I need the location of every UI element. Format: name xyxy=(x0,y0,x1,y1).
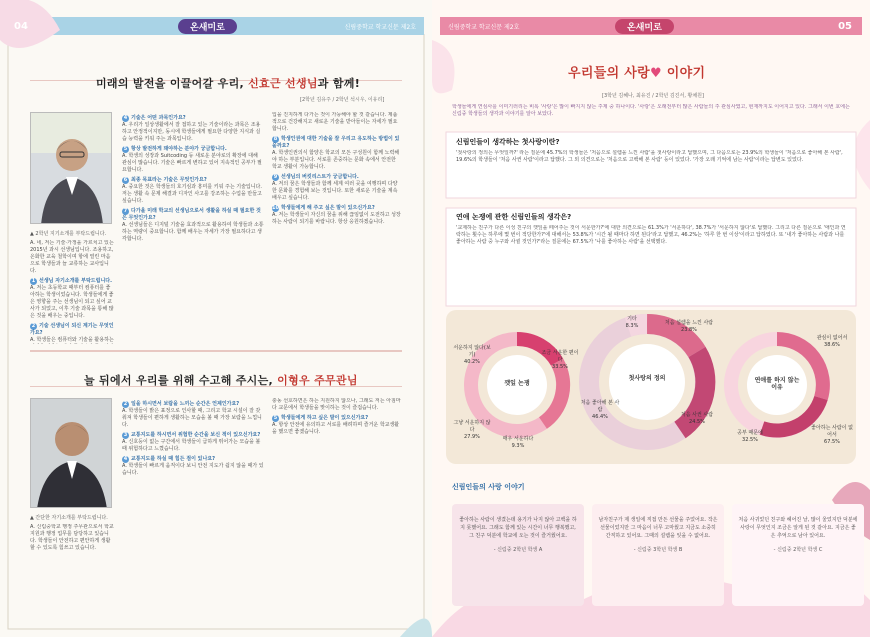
person-photo-icon xyxy=(31,399,112,508)
question-heading xyxy=(122,432,264,439)
question-text: 일을 하시면서 보람을 느끼는 순간은 언제인가요? xyxy=(131,401,240,407)
answer-text: A. 학생들이 빠르게 움직이다 보니 안전 지도가 쉽지 않을 때가 있습니다. xyxy=(122,463,264,476)
chart-mid-label xyxy=(617,316,647,330)
question-number: 9 xyxy=(273,174,278,180)
question2-body: '교제하는 친구가 다른 이성 친구의 깻잎을 떼어주는 것이 서운한가?'에 대한 의견으로는 61.3%가 '서운하다', 38.7%가 '서운하지 않다'로 답했다. 그리고 다른 질문으로 '애인과 연락하는 횟수는 하루에 몇 번이 적당한가?'에 대해서는 53.8%가 '시간 될 때마다 하면 된다'라고 답했고, 46.2%는 '하루 한 번 이상'이라고 답하였다. 또 '내가 좋아하는 사람과 나를 좋아하는 사람 중 누구와 사귈 것인가?'라는 질문에는 67.5%가 '나를 좋아하는 사람'을 선택했다. xyxy=(456,225,846,245)
staff-photo xyxy=(30,398,112,508)
chart-label-pct: 24.5% xyxy=(689,419,705,425)
question-heading xyxy=(122,401,264,408)
headline-part: 이야기 xyxy=(661,66,706,81)
chart-mid-center: 첫사랑의 정의 xyxy=(628,375,666,382)
article2-headline xyxy=(84,372,358,388)
answer-text: A. 네, 저는 기술·가정을 가르치고 있는 2015년 과시 선생님입니다. 조용하고, 온화한 교육 철학이며 항에 열린 마음으로 학생들과 늘 교류하는 교사입니다. xyxy=(30,240,114,274)
chart-left-label xyxy=(498,436,538,450)
article1-column-3 xyxy=(272,112,402,344)
answer-text: A. 학생들이 밝은 표정으로 인사할 때, 그리고 학교 시설이 잘 갖춰져 학생들이 편하게 생활하는 모습을 볼 때 가장 보람을 느낍니다. xyxy=(122,408,262,428)
question-text: 다가올 미래 학교의 선생님으로서 생활을 하실 때 필요한 것은 무엇인가요? xyxy=(122,208,261,221)
corner-subtitle: 신림중학교 학교신문 제2호 xyxy=(344,23,416,31)
page-number: 05 xyxy=(838,20,852,32)
answer-text: A. 신호등이 없는 구간에서 학생들이 급하게 뛰어가는 모습을 볼 때 위험하다고 느꼈습니다. xyxy=(122,439,261,452)
chart-left-label xyxy=(452,345,492,366)
chart-label-text: 매우 서운하다 xyxy=(502,436,534,442)
headline-part: 과 함께! xyxy=(317,77,361,90)
answer-text: A. 학생의 성장과 Suitcoding 등 새로운 분야로의 확장에 대해 관심이 많습니다. 기술은 빠르게 변하고 있어 지속적인 공부가 필요합니다. xyxy=(122,153,262,173)
note-signature: - 신림중 3학년 학생 B xyxy=(633,547,683,553)
right-page xyxy=(432,0,870,637)
page-number: 04 xyxy=(14,20,28,32)
answer-text: A. 우리가 일상생활에서 잘 접하고 있는 기술이라는 과목은 조용하고 안정적이지만, 동시에 학생들에게 필요한 다양한 지식과 실습 능력을 키워 주는 과목입니다. xyxy=(122,122,261,142)
question-heading xyxy=(122,146,264,153)
chart-label-text: 처음 좋아해 본 사람 xyxy=(580,400,620,413)
chart-mid-label xyxy=(672,412,722,426)
chart-right-label xyxy=(810,425,854,446)
question-number: 1 xyxy=(31,278,36,284)
corner-subtitle: 신림중학교 학교신문 제2호 xyxy=(448,23,520,31)
article1-headline xyxy=(96,75,360,91)
chart-right-label xyxy=(730,430,770,444)
article2-column-3 xyxy=(272,398,402,624)
article1-column-2 xyxy=(122,112,264,344)
chart-label-pct: 23.8% xyxy=(681,327,697,333)
left-header-band xyxy=(8,18,424,34)
chart-label-pct: 46.4% xyxy=(592,414,608,420)
question-text: 항상 발전하게 돼야하는 분야가 궁금합니다. xyxy=(131,146,227,152)
answer-text: A. 학생인권의식 함양은 학교의 모든 구성원이 함께 노력해야 하는 부분입니다. 서로를 존중하는 문화 속에서 안전한 학교 생활이 가능합니다. xyxy=(272,150,400,170)
headline-part: 늘 뒤에서 우리를 위해 수고해 주시는, xyxy=(84,374,278,387)
chart-right-center: 연애를 하지 않는 이유 xyxy=(754,377,800,391)
article2-column-1 xyxy=(30,524,114,624)
question-number: 3 xyxy=(123,432,128,438)
note-text: 남자친구가 제 생일에 직접 만든 선물을 주었어요. 작은 선물이었지만 그 마음이 너무 고마웠고 지금도 소중히 간직하고 있어요. 그때의 설렘을 잊을 수 없어요. xyxy=(598,517,718,539)
chart-label-pct: 38.6% xyxy=(824,342,840,348)
headline-part: 미래의 발전을 이끌어갈 우리, xyxy=(96,77,249,90)
article1-byline: [2학년 김유주 / 2학년 석시우, 이유리] xyxy=(300,97,385,103)
chart-left-label xyxy=(452,420,492,441)
chart-label-pct: 9.3% xyxy=(511,443,525,449)
chart-label-text: 그냥 서운하지 않다 xyxy=(453,420,491,433)
question2-title: 연애 논쟁에 관한 신림인들의 생각은? xyxy=(456,213,572,221)
answer-text: A. 학생들은 컴퓨터와 기술을 활용하는 xyxy=(30,337,114,343)
story-note-2 xyxy=(592,504,724,606)
question-heading xyxy=(30,323,114,337)
story-title-text: 신림인들의 사랑 이야기 xyxy=(452,483,525,491)
question-number: 7 xyxy=(123,208,128,214)
question-number: 4 xyxy=(123,456,128,462)
chart-label-text: 좋아하는 사람이 없어서 xyxy=(811,425,853,438)
answer-text: A. 항상 안전에 유의하고 서로를 배려하며 즐거운 학교생활을 했으면 좋겠습니다. xyxy=(272,422,400,435)
chart-label-pct: 32.5% xyxy=(742,437,758,443)
story-note-3 xyxy=(732,504,864,606)
chart-label-pct: 40.2% xyxy=(464,359,480,365)
chart-mid-label xyxy=(580,400,620,421)
question-number: 5 xyxy=(273,415,278,421)
question1-body: '첫사랑의 정의는 무엇일까?' 라는 질문에 45.7%의 학생들은 '처음으로 설렘을 느낀 사람'을 첫사랑이라고 답했으며, 그 다음으로는 23.9%의 학생들이 '처음으로 좋아해 본 사람', 19.6%의 학생들이 '처음 사귄 사람'이라고 답했다. 그 외 의견으로는 '처음으로 고백해 본 사람' 등이 있었다. '가장 오래 기억에 남는 사람'이라는 답변도 있었다. xyxy=(456,150,843,163)
question-text: 선생님 자기소개를 부탁드립니다. xyxy=(39,278,113,284)
question-text: 교통지도를 하시면서 위험한 순간을 보신 적이 있으신가요? xyxy=(131,432,261,438)
chart-label-pct: 67.5% xyxy=(824,439,840,445)
question-number: 8 xyxy=(273,136,278,142)
question-heading xyxy=(122,208,264,222)
question-number: 2 xyxy=(123,401,128,407)
right-intro: 학생들에게 연심사를 이미기러리는 비록 '사랑'은 많이 빠지지 않는 주제 중 하나이다. '사랑'은 오래전부터 많은 사람들의 주 관심사였고, 현재까지도 이어지고 있다. 그래서 이번 호에는 신림중 학생들의 생각과 이야기를 알아 보았다. xyxy=(452,104,850,117)
question-number: 6 xyxy=(123,177,128,183)
question-text: 기술은 어떤 과목인가요? xyxy=(131,115,186,121)
question-heading xyxy=(272,205,402,212)
chart-right-label xyxy=(810,335,854,349)
photo-caption: ▲ 간단한 자기소개를 부탁드립니다. xyxy=(30,515,108,521)
answer-text: A. 선생님들은 디지털 기술을 효과적으로 활용하여 학생들과 소통하는 역량이 중요합니다. 함께 배우는 자세가 가장 필요하다고 생각합니다. xyxy=(122,222,264,242)
question-heading xyxy=(30,278,114,285)
story-note-1 xyxy=(452,504,584,606)
note-signature: - 신림중 2학년 학생 C xyxy=(773,547,823,553)
answer-text: 충동 선호하면은 하는 지원하지 않으나, 그래도 저는 아침마다 교문에서 학생들을 맞이하는 것이 즐겁습니다. xyxy=(272,398,401,411)
photo-caption: ▲ 2학년 지기소개를 부탁드립니다. xyxy=(30,231,107,237)
chart-left-center: 깻잎 논쟁 xyxy=(504,380,530,387)
chart-label-pct: 27.9% xyxy=(464,434,480,440)
question-text: 학생들에게 해 주고 싶은 말이 있으신가요? xyxy=(281,205,375,211)
note-signature: - 신림중 2학년 학생 A xyxy=(493,547,543,553)
question-heading xyxy=(272,174,402,181)
article2-column-2 xyxy=(122,398,264,624)
question-number: 4 xyxy=(123,115,128,121)
question-text: 학생인권에 대한 기술을 잘 우리고 유도하는 방법이 있을까요? xyxy=(272,136,400,149)
chart-label-text: 기타 xyxy=(627,316,637,322)
question-text: 기술 선생님이 되신 계기는 무엇인가요? xyxy=(30,323,114,336)
answer-text: A. 중요한 것은 학생들의 호기심과 흥미를 키워 주는 기술입니다. 저는 생활 속 문제 해결과 디자인 사고를 강조하는 수업을 만들고 싶습니다. xyxy=(122,184,262,204)
chart-label-text: 처음 설렘을 느낀 사람 xyxy=(664,320,714,326)
teacher-photo xyxy=(30,112,112,224)
question-number: 5 xyxy=(123,146,128,152)
answer-text: A. 저는 초등학교 때부터 컴퓨터를 좋아하는 학생이었습니다. 학생들에게 좋은 영향을 주는 선생님이 되고 싶어 교사가 되었고, 이후 기술 과목을 통해 많은 것을 배우는 중입니다. xyxy=(30,285,114,319)
answer-text: A. 저는 학생들이 자신의 꿈을 위해 끊임없이 도전하고 성장하는 사람이 되기를 바랍니다. 항상 응원하겠습니다. xyxy=(272,212,401,225)
headline-highlight: 이형우 주무관님 xyxy=(277,374,358,387)
left-page xyxy=(0,0,432,637)
question-text: 교통지도를 하실 때 힘든 점이 있나요? xyxy=(131,456,216,462)
story-title xyxy=(452,482,525,492)
headline-highlight: 사랑 xyxy=(624,66,650,81)
question-heading xyxy=(122,177,264,184)
corner-title: 온새미로 xyxy=(615,19,674,34)
answer-text: A. 저의 꿈은 학생들과 함께 세계 여러 곳을 여행하며 다양한 문화를 경험해 보는 것입니다. 또한 새로운 기술을 계속 배우고 싶습니다. xyxy=(272,181,398,201)
answer-text: A. 신림중학교 행정 주무관으로서 학교 지원과 행정 업무를 담당하고 있습니다. 학생들이 안전하고 편안하게 생활할 수 있도록 힘쓰고 있습니다. xyxy=(30,524,114,551)
chart-label-pct: 8.3% xyxy=(625,323,639,329)
chart-label-pct: 33.5% xyxy=(552,364,568,370)
question-heading xyxy=(272,136,402,150)
question-heading xyxy=(122,115,264,122)
chart-label-text: 관심이 없어서 xyxy=(816,335,848,341)
question1-title: 신림인들이 생각하는 첫사랑이란? xyxy=(456,138,560,146)
person-photo-icon xyxy=(31,113,112,224)
note-text: 좋아하는 사람이 생겼는데 용기가 나지 않아 고백을 하지 못했어요. 그래도 함께 있는 시간이 너무 행복했고, 그 친구 덕분에 학교에 오는 것이 즐거웠어요. xyxy=(459,517,577,539)
right-byline: [3학년 김혜나, 최유진 / 2학년 김진서, 황채원] xyxy=(602,93,704,99)
headline-highlight: 신효근 선생님 xyxy=(248,77,318,90)
answer-text: 입을 진지하게 다가는 것이 가능해야 할 것 같습니다. 제품 적으로 건강해지고 새로운 기술을 받아들이는 자세가 필요합니다. xyxy=(272,112,398,132)
question-number: 10 xyxy=(272,205,279,211)
chart-label-text: 서운하지 않다(보기) xyxy=(453,345,491,358)
chart-left-label xyxy=(540,350,580,371)
chart-label-text: 조금 서운한 편이다 xyxy=(541,350,579,363)
question-number: 2 xyxy=(31,323,36,329)
chart-mid-label xyxy=(664,320,714,334)
headline-part: 우리들의 xyxy=(568,66,625,81)
heart-icon: ♥ xyxy=(649,66,662,81)
question-heading xyxy=(122,456,264,463)
article1-column-1 xyxy=(30,240,114,344)
chart-label-text: 처음 사귄 사람 xyxy=(680,412,714,418)
question-text: 학생들에게 하고 싶은 말이 있으신가요? xyxy=(281,415,369,421)
question-heading xyxy=(272,415,402,422)
corner-title: 온새미로 xyxy=(178,19,237,34)
chart-label-text: 공부 때문에 xyxy=(737,430,763,436)
question-text: 최종 목표라는 기술은 무엇인가요? xyxy=(131,177,207,183)
note-text: 처음 사귀었던 친구와 헤어진 날, 많이 울었지만 덕분에 사랑이 무엇인지 조금은 알게 된 것 같아요. 지금은 좋은 추억으로 남아 있어요. xyxy=(738,517,858,539)
question-text: 선생님의 버킷리스트가 궁금합니다. xyxy=(281,174,359,180)
